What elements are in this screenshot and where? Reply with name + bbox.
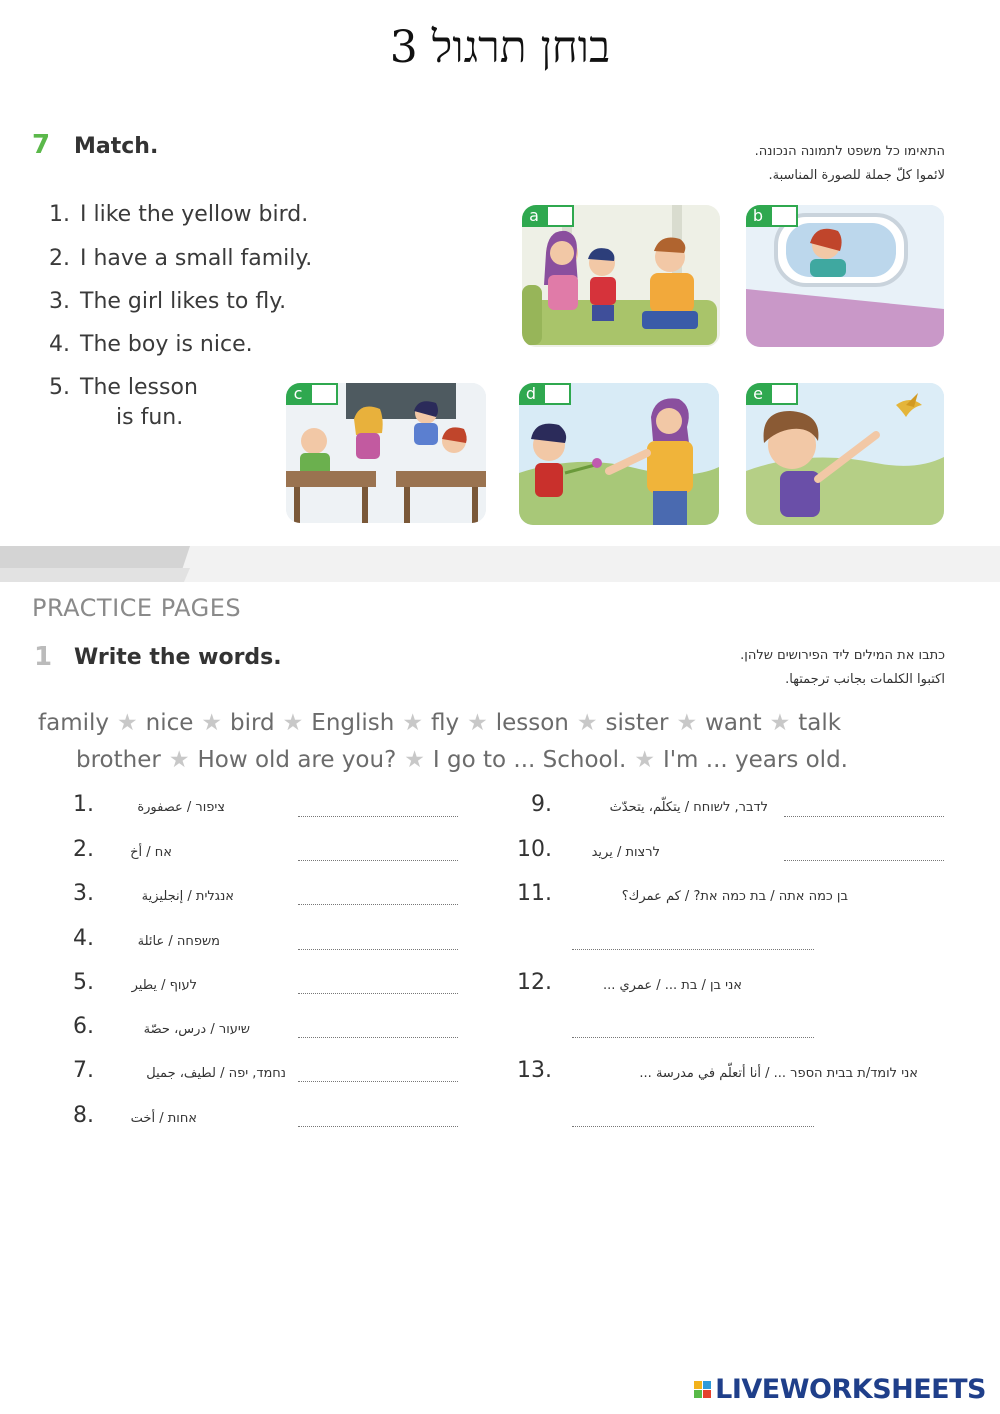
word-bank-item: sister	[605, 710, 669, 736]
word-bank-line-2	[76, 747, 848, 773]
star-icon: ★	[282, 710, 304, 736]
answer-box-e[interactable]: e	[746, 383, 798, 405]
item-number: 2.	[73, 837, 94, 862]
picture-b	[746, 205, 944, 347]
answer-box-b[interactable]: b	[746, 205, 798, 227]
picture-c	[286, 383, 486, 523]
item-number: 5.	[73, 970, 94, 995]
item-translation: ציפור / عصفورة	[137, 800, 225, 815]
picture-d	[519, 383, 719, 525]
item-number: 4.	[73, 926, 94, 951]
match-sentence: 4. The boy is nice.	[49, 332, 253, 357]
section-divider	[0, 546, 1000, 582]
match-sentence: 5. The lesson	[49, 375, 198, 400]
answer-line[interactable]	[572, 1037, 814, 1038]
item-translation: אני בן / בת ... / عمري ...	[602, 978, 742, 993]
star-icon: ★	[576, 710, 598, 736]
star-icon: ★	[402, 710, 423, 736]
word-bank-item: bird	[230, 710, 275, 736]
star-icon: ★	[201, 710, 223, 736]
match-sentence: 3. The girl likes to fly.	[49, 289, 287, 314]
word-bank-item: English	[311, 710, 395, 736]
page-title: בוחן תרגול 3	[389, 22, 611, 73]
answer-line[interactable]	[784, 860, 944, 861]
answer-line[interactable]	[298, 1081, 458, 1082]
item-translation: אנגלית / إنجليزية	[141, 889, 234, 904]
item-translation: לעוף / يطير	[131, 978, 197, 993]
word-bank-item: fly	[430, 710, 460, 736]
answer-line[interactable]	[298, 860, 458, 861]
word-bank-item: brother	[76, 747, 161, 773]
item-translation: לדבר, לשוחח / يتكلّم، يتحدّث	[609, 800, 768, 815]
item-number: 8.	[73, 1103, 94, 1128]
exercise-7-heading: Match.	[74, 134, 159, 159]
answer-box-c[interactable]: c	[286, 383, 338, 405]
liveworksheets-brand	[694, 1374, 986, 1405]
item-number: 13.	[517, 1058, 552, 1083]
answer-box-d[interactable]: d	[519, 383, 571, 405]
star-icon: ★	[634, 747, 655, 773]
answer-line[interactable]	[572, 1126, 814, 1127]
exercise-1-heading: Write the words.	[74, 645, 282, 670]
word-bank-item: talk	[798, 710, 842, 736]
item-translation: משפחה / عائلة	[137, 934, 220, 949]
item-translation: בן כמה אתה / בת כמה את? / كم عمرك؟	[621, 889, 848, 904]
liveworksheets-logo-icon	[694, 1381, 711, 1398]
answer-line[interactable]	[298, 949, 458, 950]
star-icon: ★	[168, 747, 190, 773]
picture-a	[522, 205, 720, 347]
answer-line[interactable]	[298, 816, 458, 817]
answer-line[interactable]	[572, 949, 814, 950]
match-sentence-continuation: is fun.	[116, 405, 184, 430]
item-number: 3.	[73, 881, 94, 906]
answer-line[interactable]	[298, 1126, 458, 1127]
word-bank-item: I'm ... years old.	[662, 747, 848, 773]
item-translation: נחמד, יפה / لطيف، جميل	[146, 1066, 286, 1081]
exercise-1-number: 1	[34, 642, 53, 672]
word-bank-item: I go to ... School.	[432, 747, 627, 773]
star-icon: ★	[467, 710, 488, 736]
word-bank-item: family	[38, 710, 109, 736]
item-number: 6.	[73, 1014, 94, 1039]
item-translation: אח / أخ	[130, 845, 172, 860]
item-translation: אני לומד/ת בבית הספר ... / أنا أتعلّم في مدرسة ...	[639, 1066, 918, 1081]
answer-box-a[interactable]: a	[522, 205, 574, 227]
item-number: 10.	[517, 837, 552, 862]
section-heading: PRACTICE PAGES	[32, 594, 242, 622]
exercise-7-instruction-hebrew: התאימו כל משפט לתמונה הנכונה.	[754, 144, 945, 159]
item-number: 9.	[531, 792, 552, 817]
picture-e	[746, 383, 944, 525]
item-number: 1.	[73, 792, 94, 817]
match-sentence: 2. I have a small family.	[49, 246, 313, 271]
item-translation: שיעור / درس، حصّة	[143, 1022, 250, 1037]
answer-line[interactable]	[784, 816, 944, 817]
star-icon: ★	[117, 710, 138, 736]
word-bank-line-1	[38, 710, 841, 736]
exercise-7-number: 7	[32, 130, 51, 160]
exercise-1-instruction-hebrew: כתבו את המילים ליד הפירושים שלהן.	[740, 648, 945, 663]
star-icon: ★	[769, 710, 791, 736]
item-number: 11.	[517, 881, 552, 906]
star-icon: ★	[676, 710, 698, 736]
answer-line[interactable]	[298, 993, 458, 994]
word-bank-item: want	[705, 710, 762, 736]
item-number: 12.	[517, 970, 552, 995]
match-sentence: 1. I like the yellow bird.	[49, 202, 309, 227]
answer-line[interactable]	[298, 1037, 458, 1038]
word-bank-item: How old are you?	[197, 747, 397, 773]
item-number: 7.	[73, 1058, 94, 1083]
word-bank-item: nice	[145, 710, 194, 736]
word-bank-item: lesson	[495, 710, 569, 736]
item-translation: אחות / أخت	[130, 1111, 197, 1126]
exercise-1-instruction-arabic: اكتبوا الكلمات بجانب ترجمتها.	[785, 672, 945, 687]
exercise-7-instruction-arabic: لائموا كلّ جملة للصورة المناسبة.	[768, 168, 945, 183]
answer-line[interactable]	[298, 904, 458, 905]
star-icon: ★	[404, 747, 425, 773]
item-translation: לרצות / يريد	[591, 845, 660, 860]
brand-text: LIVEWORKSHEETS	[715, 1374, 986, 1405]
